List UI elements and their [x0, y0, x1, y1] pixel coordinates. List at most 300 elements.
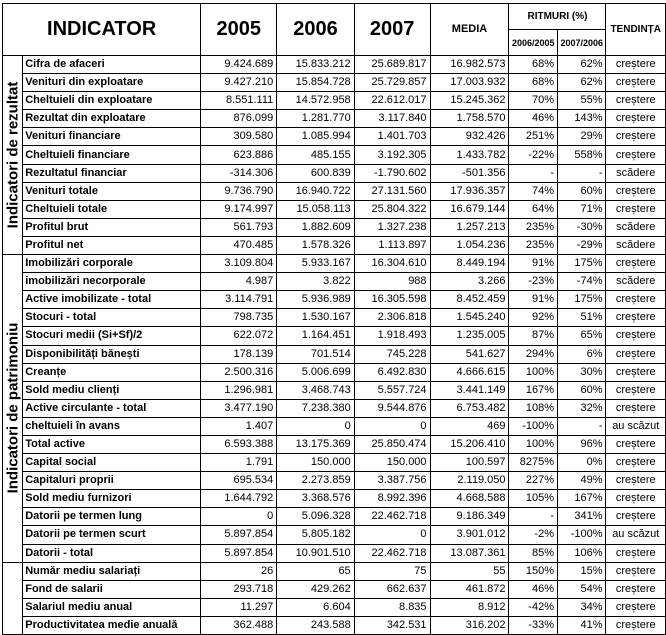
value-2005: 3.114.791 [201, 291, 277, 309]
tendinta: scădere [606, 218, 666, 236]
value-2005: 1.791 [201, 454, 277, 472]
value-2007: 3.117.840 [354, 110, 430, 128]
value-2006: 7.238.380 [277, 399, 354, 417]
tendinta: creștere [606, 291, 666, 309]
table-row [3, 164, 666, 182]
value-2007: 5.557.724 [354, 381, 430, 399]
value-2007: 22.462.718 [354, 508, 430, 526]
tendinta: creștere [606, 454, 666, 472]
indicator-name: Cheltuieli totale [23, 200, 201, 218]
value-media: 316.202 [430, 616, 509, 634]
tendinta: creștere [606, 544, 666, 562]
value-2006: 243.588 [277, 616, 354, 634]
value-2006: 701.514 [277, 345, 354, 363]
tendinta: creștere [606, 110, 666, 128]
header-ritmuri: RITMURI (%) [509, 4, 606, 30]
value-2006: 1.530.167 [277, 309, 354, 327]
tendinta: creștere [606, 472, 666, 490]
table-row [3, 309, 666, 327]
group-label-patrimoniu [3, 255, 23, 563]
ritm-2006-2005: 100% [509, 363, 558, 381]
indicator-name: Cheltuieli din exploatare [23, 92, 201, 110]
value-2006: 6.604 [277, 598, 354, 616]
value-2007: 25.729.857 [354, 74, 430, 92]
value-2006: 1.085.994 [277, 128, 354, 146]
header-year-2007: 2007 [354, 4, 430, 56]
table-row [3, 218, 666, 236]
tendinta: creștere [606, 92, 666, 110]
tendinta: creștere [606, 508, 666, 526]
value-2005: 362.488 [201, 616, 277, 634]
indicator-name: Număr mediu salariați [23, 562, 201, 580]
value-2005: 2.500.316 [201, 363, 277, 381]
ritm-2007-2006: 167% [557, 490, 606, 508]
value-media: 1.054.236 [430, 236, 509, 254]
ritm-2007-2006: 558% [557, 146, 606, 164]
value-media: 8.449.194 [430, 255, 509, 273]
value-2006: 1.281.770 [277, 110, 354, 128]
table-row [3, 327, 666, 345]
value-2005: 26 [201, 562, 277, 580]
tendinta: creștere [606, 255, 666, 273]
value-media: 6.753.482 [430, 399, 509, 417]
ritm-2007-2006: -29% [557, 236, 606, 254]
ritm-2007-2006: 341% [557, 508, 606, 526]
ritm-2007-2006: - [557, 417, 606, 435]
indicator-name: Imobilizări corporale [23, 255, 201, 273]
indicator-name: cheltuieli în avans [23, 417, 201, 435]
table-row [3, 146, 666, 164]
value-media: 16.679.144 [430, 200, 509, 218]
value-media: 17.936.357 [430, 182, 509, 200]
tendinta: au scăzut [606, 526, 666, 544]
indicator-name: Datorii pe termen lung [23, 508, 201, 526]
value-2007: 1.327.238 [354, 218, 430, 236]
value-2005: 695.534 [201, 472, 277, 490]
value-media: 13.087.361 [430, 544, 509, 562]
value-2005: 1.296.981 [201, 381, 277, 399]
tendinta: creștere [606, 56, 666, 74]
value-2007: 27.131.560 [354, 182, 430, 200]
indicator-name: Cifra de afaceri [23, 56, 201, 74]
group-label-empty [3, 562, 23, 634]
ritm-2007-2006: 30% [557, 363, 606, 381]
tendinta: creștere [606, 381, 666, 399]
value-2007: 22.612.017 [354, 92, 430, 110]
table-row [3, 544, 666, 562]
ritm-2006-2005: 294% [509, 345, 558, 363]
value-media: 8.912 [430, 598, 509, 616]
value-media: 461.872 [430, 580, 509, 598]
indicator-name: Venituri din exploatare [23, 74, 201, 92]
value-2007: 9.544.876 [354, 399, 430, 417]
tendinta: creștere [606, 128, 666, 146]
ritm-2007-2006: 175% [557, 291, 606, 309]
ritm-2006-2005: - [509, 508, 558, 526]
ritm-2007-2006: 0% [557, 454, 606, 472]
ritm-2007-2006: 51% [557, 309, 606, 327]
ritm-2006-2005: -42% [509, 598, 558, 616]
value-2005: 0 [201, 508, 277, 526]
value-2006: 5.805.182 [277, 526, 354, 544]
header-year-2005: 2005 [201, 4, 277, 56]
value-2007: 3.387.756 [354, 472, 430, 490]
tendinta: creștere [606, 598, 666, 616]
ritm-2006-2005: 91% [509, 291, 558, 309]
value-2006: 15.058.113 [277, 200, 354, 218]
ritm-2006-2005: 46% [509, 110, 558, 128]
value-media: 17.003.932 [430, 74, 509, 92]
value-2006: 429.262 [277, 580, 354, 598]
value-media: 1.235.005 [430, 327, 509, 345]
value-2005: 798.735 [201, 309, 277, 327]
value-2005: 9.424.689 [201, 56, 277, 74]
value-2006: 1.882.609 [277, 218, 354, 236]
table-row [3, 490, 666, 508]
value-media: 100.597 [430, 454, 509, 472]
value-2005: 3.477.190 [201, 399, 277, 417]
group-label-text: Indicatori de rezultat [4, 81, 22, 229]
ritm-2007-2006: -30% [557, 218, 606, 236]
ritm-2007-2006: 62% [557, 56, 606, 74]
indicator-name: Active circulante - total [23, 399, 201, 417]
value-2007: 16.304.610 [354, 255, 430, 273]
ritm-2007-2006: -100% [557, 526, 606, 544]
value-2005: 11.297 [201, 598, 277, 616]
indicator-name: Capitaluri proprii [23, 472, 201, 490]
tendinta: au scăzut [606, 417, 666, 435]
indicator-name: Total active [23, 435, 201, 453]
table-row [3, 273, 666, 291]
indicator-name: Datorii - total [23, 544, 201, 562]
ritm-2006-2005: 8275% [509, 454, 558, 472]
value-2005: 178.139 [201, 345, 277, 363]
value-media: 3.266 [430, 273, 509, 291]
table-row [3, 182, 666, 200]
value-2007: 6.492.830 [354, 363, 430, 381]
value-2005: 293.718 [201, 580, 277, 598]
indicator-name: Productivitatea medie anuală [23, 616, 201, 634]
ritm-2006-2005: 68% [509, 74, 558, 92]
ritm-2007-2006: 54% [557, 580, 606, 598]
table-row [3, 526, 666, 544]
ritm-2006-2005: -2% [509, 526, 558, 544]
tendinta: scădere [606, 236, 666, 254]
ritm-2007-2006: 96% [557, 435, 606, 453]
value-2005: 470.485 [201, 236, 277, 254]
value-2006: 150.000 [277, 454, 354, 472]
table-row [3, 92, 666, 110]
table-row [3, 291, 666, 309]
table-row [3, 562, 666, 580]
value-2007: 25.804.322 [354, 200, 430, 218]
value-media: 2.119.050 [430, 472, 509, 490]
group-label-rezultat [3, 56, 23, 255]
indicator-name: Profitul net [23, 236, 201, 254]
value-2005: 5.897.854 [201, 544, 277, 562]
table-row [3, 580, 666, 598]
indicator-table-wrap [2, 3, 666, 635]
ritm-2006-2005: 92% [509, 309, 558, 327]
value-2005: 1.644.792 [201, 490, 277, 508]
value-2007: 0 [354, 417, 430, 435]
value-media: 15.245.362 [430, 92, 509, 110]
table-row [3, 381, 666, 399]
value-media: 932.426 [430, 128, 509, 146]
table-row [3, 236, 666, 254]
value-2005: 9.174.997 [201, 200, 277, 218]
header-tendinta: TENDINȚA [606, 4, 666, 56]
value-2006: 1.164.451 [277, 327, 354, 345]
value-2005: 622.072 [201, 327, 277, 345]
table-row [3, 435, 666, 453]
value-2006: 10.901.510 [277, 544, 354, 562]
value-media: 15.206.410 [430, 435, 509, 453]
value-2006: 5.933.167 [277, 255, 354, 273]
header-year-2006: 2006 [277, 4, 354, 56]
table-row [3, 454, 666, 472]
value-2007: 988 [354, 273, 430, 291]
value-2007: 150.000 [354, 454, 430, 472]
table-row [3, 255, 666, 273]
tendinta: creștere [606, 363, 666, 381]
value-2005: 309.580 [201, 128, 277, 146]
value-2005: 561.793 [201, 218, 277, 236]
ritm-2006-2005: 167% [509, 381, 558, 399]
tendinta: creștere [606, 309, 666, 327]
value-2006: 600.839 [277, 164, 354, 182]
value-media: 1.257.213 [430, 218, 509, 236]
ritm-2006-2005: -22% [509, 146, 558, 164]
indicator-name: Capital social [23, 454, 201, 472]
ritm-2006-2005: 235% [509, 236, 558, 254]
tendinta: creștere [606, 74, 666, 92]
ritm-2007-2006: 106% [557, 544, 606, 562]
indicator-name: Rezultatul financiar [23, 164, 201, 182]
table-row [3, 74, 666, 92]
value-2006: 14.572.958 [277, 92, 354, 110]
value-2007: 745.228 [354, 345, 430, 363]
indicator-name: Salariul mediu anual [23, 598, 201, 616]
tendinta: creștere [606, 182, 666, 200]
indicator-table [2, 3, 666, 635]
value-media: 1.433.782 [430, 146, 509, 164]
group-label-text: Indicatori de patrimoniu [4, 322, 22, 494]
table-row [3, 598, 666, 616]
table-row [3, 363, 666, 381]
ritm-2006-2005: 251% [509, 128, 558, 146]
indicator-name: imobilizări necorporale [23, 273, 201, 291]
value-2006: 1.578.326 [277, 236, 354, 254]
tendinta: creștere [606, 345, 666, 363]
value-2007: 1.401.703 [354, 128, 430, 146]
ritm-2006-2005: 87% [509, 327, 558, 345]
indicator-name: Stocuri - total [23, 309, 201, 327]
indicator-name: Creanțe [23, 363, 201, 381]
value-2007: 25.850.474 [354, 435, 430, 453]
tendinta: creștere [606, 435, 666, 453]
table-row [3, 128, 666, 146]
ritm-2007-2006: -74% [557, 273, 606, 291]
ritm-2007-2006: 175% [557, 255, 606, 273]
value-2006: 485.155 [277, 146, 354, 164]
table-row [3, 508, 666, 526]
value-media: -501.356 [430, 164, 509, 182]
ritm-2006-2005: 85% [509, 544, 558, 562]
value-2005: 3.109.804 [201, 255, 277, 273]
tendinta: creștere [606, 580, 666, 598]
table-row [3, 56, 666, 74]
indicator-name: Cheltuieli financiare [23, 146, 201, 164]
value-2007: 75 [354, 562, 430, 580]
value-media: 1.758.570 [430, 110, 509, 128]
ritm-2006-2005: -23% [509, 273, 558, 291]
ritm-2006-2005: 227% [509, 472, 558, 490]
indicator-name: Datorii pe termen scurt [23, 526, 201, 544]
value-2007: 8.835 [354, 598, 430, 616]
ritm-2006-2005: 74% [509, 182, 558, 200]
indicator-name: Rezultat din exploatare [23, 110, 201, 128]
value-2006: 3.368.576 [277, 490, 354, 508]
value-media: 8.452.459 [430, 291, 509, 309]
ritm-2006-2005: 108% [509, 399, 558, 417]
table-row [3, 345, 666, 363]
tendinta: scădere [606, 273, 666, 291]
indicator-name: Venituri totale [23, 182, 201, 200]
ritm-2006-2005: 46% [509, 580, 558, 598]
value-2005: -314.306 [201, 164, 277, 182]
ritm-2007-2006: - [557, 164, 606, 182]
value-2006: 2.273.859 [277, 472, 354, 490]
value-2006: 13.175.369 [277, 435, 354, 453]
value-2007: 3.192.305 [354, 146, 430, 164]
value-media: 541.627 [430, 345, 509, 363]
indicator-name: Stocuri medii (Si+Sf)/2 [23, 327, 201, 345]
value-media: 16.982.573 [430, 56, 509, 74]
value-2007: 342.531 [354, 616, 430, 634]
tendinta: creștere [606, 562, 666, 580]
tendinta: creștere [606, 399, 666, 417]
value-2006: 16.940.722 [277, 182, 354, 200]
value-2007: 1.918.493 [354, 327, 430, 345]
value-media: 3.901.012 [430, 526, 509, 544]
value-2005: 9.736.790 [201, 182, 277, 200]
value-2006: 0 [277, 417, 354, 435]
indicator-name: Venituri financiare [23, 128, 201, 146]
value-2007: 8.992.396 [354, 490, 430, 508]
ritm-2007-2006: 62% [557, 74, 606, 92]
table-row [3, 110, 666, 128]
ritm-2007-2006: 60% [557, 381, 606, 399]
header-media: MEDIA [430, 4, 509, 56]
value-2007: 0 [354, 526, 430, 544]
header-ritm-2006-2005: 2006/2005 [509, 30, 558, 56]
ritm-2006-2005: 100% [509, 435, 558, 453]
ritm-2006-2005: 68% [509, 56, 558, 74]
value-2005: 4.987 [201, 273, 277, 291]
tendinta: creștere [606, 146, 666, 164]
table-row [3, 200, 666, 218]
value-2005: 5.897.854 [201, 526, 277, 544]
value-2007: 25.689.817 [354, 56, 430, 74]
value-2006: 5.006.699 [277, 363, 354, 381]
table-row [3, 399, 666, 417]
ritm-2007-2006: 6% [557, 345, 606, 363]
value-2006: 5.936.989 [277, 291, 354, 309]
ritm-2007-2006: 55% [557, 92, 606, 110]
value-2005: 876.099 [201, 110, 277, 128]
ritm-2007-2006: 41% [557, 616, 606, 634]
table-row [3, 472, 666, 490]
value-2006: 3.468.743 [277, 381, 354, 399]
tendinta: creștere [606, 616, 666, 634]
tendinta: creștere [606, 490, 666, 508]
ritm-2006-2005: 235% [509, 218, 558, 236]
ritm-2007-2006: 71% [557, 200, 606, 218]
value-2006: 3.822 [277, 273, 354, 291]
ritm-2007-2006: 15% [557, 562, 606, 580]
value-media: 4.666.615 [430, 363, 509, 381]
ritm-2006-2005: 91% [509, 255, 558, 273]
indicator-name: Sold mediu clienți [23, 381, 201, 399]
value-2005: 9.427.210 [201, 74, 277, 92]
value-2005: 6.593.388 [201, 435, 277, 453]
ritm-2007-2006: 49% [557, 472, 606, 490]
value-media: 55 [430, 562, 509, 580]
value-2006: 5.096.328 [277, 508, 354, 526]
header-ritm-2007-2006: 2007/2006 [557, 30, 606, 56]
value-2007: 22.462.718 [354, 544, 430, 562]
ritm-2006-2005: 150% [509, 562, 558, 580]
tendinta: scădere [606, 164, 666, 182]
ritm-2007-2006: 143% [557, 110, 606, 128]
indicator-name: Profitul brut [23, 218, 201, 236]
value-media: 1.545.240 [430, 309, 509, 327]
ritm-2006-2005: - [509, 164, 558, 182]
value-media: 469 [430, 417, 509, 435]
header-indicator: INDICATOR [3, 4, 201, 56]
indicator-name: Fond de salarii [23, 580, 201, 598]
ritm-2006-2005: -100% [509, 417, 558, 435]
value-2007: -1.790.602 [354, 164, 430, 182]
value-2006: 65 [277, 562, 354, 580]
value-2007: 662.637 [354, 580, 430, 598]
value-2005: 1.407 [201, 417, 277, 435]
ritm-2006-2005: 105% [509, 490, 558, 508]
tendinta: creștere [606, 200, 666, 218]
table-row [3, 616, 666, 634]
value-2007: 16.305.598 [354, 291, 430, 309]
ritm-2007-2006: 32% [557, 399, 606, 417]
value-2006: 15.854.728 [277, 74, 354, 92]
value-2006: 15.833.212 [277, 56, 354, 74]
value-2005: 8.551.111 [201, 92, 277, 110]
ritm-2007-2006: 65% [557, 327, 606, 345]
value-media: 3.441.149 [430, 381, 509, 399]
ritm-2007-2006: 29% [557, 128, 606, 146]
value-2007: 1.113.897 [354, 236, 430, 254]
value-media: 4.668.588 [430, 490, 509, 508]
ritm-2006-2005: 70% [509, 92, 558, 110]
table-row [3, 417, 666, 435]
indicator-name: Sold mediu furnizori [23, 490, 201, 508]
ritm-2006-2005: 64% [509, 200, 558, 218]
ritm-2007-2006: 60% [557, 182, 606, 200]
value-2005: 623.886 [201, 146, 277, 164]
value-media: 9.186.349 [430, 508, 509, 526]
indicator-name: Active imobilizate - total [23, 291, 201, 309]
ritm-2006-2005: -33% [509, 616, 558, 634]
